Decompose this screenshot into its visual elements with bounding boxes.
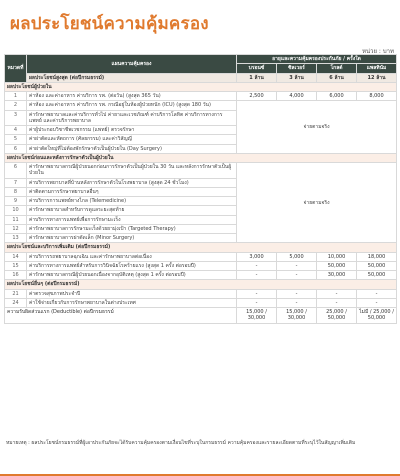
row-value: 30,000 bbox=[317, 271, 357, 280]
deductible-label: ความรับผิดส่วนแรก (Deductible) ต่อปีกรมธรรม์ bbox=[5, 308, 237, 324]
deductible-value: 25,000 / 50,000 bbox=[317, 308, 357, 324]
row-number: 1 bbox=[5, 92, 27, 101]
row-value: - bbox=[317, 298, 357, 307]
row-description: ค่าใช้จ่ายเกี่ยวกับการรักษาพยาบาลในต่างประเทศ bbox=[27, 298, 237, 307]
row-value: 6,000 bbox=[317, 92, 357, 101]
row-number: 5 bbox=[5, 135, 27, 144]
row-number: 10 bbox=[5, 206, 27, 215]
row-description: ค่าติดตามการรักษาพยาบาลอื่นๆ bbox=[27, 187, 237, 196]
row-value: - bbox=[237, 271, 277, 280]
row-number: 4 bbox=[5, 126, 27, 135]
sum-label: ผลประโยชน์สูงสุด (ต่อปีกรมธรรม์) bbox=[27, 73, 237, 82]
plan-bronze: บรอนซ์ bbox=[237, 64, 277, 73]
row-number: 16 bbox=[5, 271, 27, 280]
plan-gold: โกลด์ bbox=[317, 64, 357, 73]
row-value: - bbox=[317, 289, 357, 298]
sum-gold: 6 ล้าน bbox=[317, 73, 357, 82]
merged-value: จ่ายตามจริง bbox=[237, 163, 397, 243]
sum-bronze: 1 ล้าน bbox=[237, 73, 277, 82]
row-value: 50,000 bbox=[317, 261, 357, 270]
table-row bbox=[5, 101, 397, 110]
deductible-value: ไม่มี / 25,000 / 50,000 bbox=[357, 308, 397, 324]
row-value: 4,000 bbox=[277, 92, 317, 101]
row-value: 10,000 bbox=[317, 252, 357, 261]
section-title: ผลประโยชน์และบริการเพิ่มเติม (ต่อปีกรมธรรม์) bbox=[5, 243, 397, 252]
row-description: ค่ารักษาพยาบาลและค่าบริการทั่วไป ค่ายาและเวชภัณฑ์ ค่าบริการโลหิต ค่าบริการทางการแพทย์ และค่าบริการพยาบาล bbox=[27, 110, 237, 126]
row-number: 14 bbox=[5, 252, 27, 261]
table-row bbox=[5, 252, 397, 261]
col-benefit-header: แผนความคุ้มครอง bbox=[27, 55, 237, 74]
col-no-header: หมวดที่ bbox=[5, 55, 27, 83]
row-description: ค่าผ่าตัดใหญ่ที่ไม่ต้องพักรักษาตัวเป็นผู้ป่วยใน (Day Surgery) bbox=[27, 144, 237, 153]
row-description: ค่าบริการพยาบาลที่บ้านหลังการรักษาตัวในโรงพยาบาล (สูงสุด 24 ชั่วโมง) bbox=[27, 178, 237, 187]
plan-platinum: แพลทินัม bbox=[357, 64, 397, 73]
row-number: 6 bbox=[5, 163, 27, 179]
deductible-row bbox=[5, 308, 397, 324]
row-number: 13 bbox=[5, 234, 27, 243]
row-value: 8,000 bbox=[357, 92, 397, 101]
row-value: - bbox=[277, 261, 317, 270]
row-number: 7 bbox=[5, 178, 27, 187]
table-row bbox=[5, 163, 397, 179]
row-description: ค่าบริการการแพทย์ทางไกล (Telemedicine) bbox=[27, 197, 237, 206]
row-description: ค่ารักษาพยาบาลสำหรับการดูแลระยะสุดท้าย bbox=[27, 206, 237, 215]
row-value: - bbox=[277, 271, 317, 280]
deductible-value: 15,000 / 30,000 bbox=[237, 308, 277, 324]
row-value: 5,000 bbox=[277, 252, 317, 261]
row-number: 9 bbox=[5, 197, 27, 206]
row-value: 3,000 bbox=[237, 252, 277, 261]
row-number: 24 bbox=[5, 298, 27, 307]
row-description: ค่าห้อง และค่าอาหาร ค่าบริการ รพ. (ต่อวัน) (สูงสุด 365 วัน) bbox=[27, 92, 237, 101]
row-value: - bbox=[277, 289, 317, 298]
deductible-value: 15,000 / 30,000 bbox=[277, 308, 317, 324]
row-number: 2 bbox=[5, 101, 27, 110]
table-row bbox=[5, 271, 397, 280]
row-description: ค่ารักษาพยาบาลกรณีผู้ป่วยนอกก่อนการรักษาตัวเป็นผู้ป่วยใน 30 วัน และหลังการรักษาตัวเป็นผู้ป่วยใน bbox=[27, 163, 237, 179]
row-number: 11 bbox=[5, 215, 27, 224]
row-number: 21 bbox=[5, 289, 27, 298]
row-description: ค่าบริการทางการแพทย์เพื่อการรักษามะเร็ง bbox=[27, 215, 237, 224]
row-value: - bbox=[237, 289, 277, 298]
row-number: 15 bbox=[5, 261, 27, 270]
row-description: ค่าผู้ประกอบวิชาชีพเวชกรรม (แพทย์) ตรวจรักษา bbox=[27, 126, 237, 135]
row-description: ค่าตรวจสุขภาพประจำปี bbox=[27, 289, 237, 298]
section-title: ผลประโยชน์ผู้ป่วยใน bbox=[5, 82, 397, 91]
row-number: 6 bbox=[5, 144, 27, 153]
benefit-table bbox=[4, 54, 397, 324]
row-value: - bbox=[237, 298, 277, 307]
row-value: 18,000 bbox=[357, 252, 397, 261]
row-description: ค่ารักษาพยาบาลการรักษามะเร็งด้วยยามุ่งเป้า (Targeted Therapy) bbox=[27, 224, 237, 233]
row-description: ค่าผ่าตัดและหัตถการ (ศัลยกรรม) และค่าวิสัญญี bbox=[27, 135, 237, 144]
table-row bbox=[5, 289, 397, 298]
row-number: 8 bbox=[5, 187, 27, 196]
table-row bbox=[5, 261, 397, 270]
footer-note: หมายเหตุ : ผลประโยชน์กรมธรรม์ที่ผู้เอาประกันภัยจะได้รับความคุ้มครองตามเงื่อนไขที่ระบุในกรมธรรม์ ความคุ้มครองและรายละเอียดตามที่ระบุไว้ในสัญญาเพิ่มเติม bbox=[6, 440, 356, 446]
row-description: ค่ารักษาพยาบาลการผ่าตัดเล็ก (Minor Surgery) bbox=[27, 234, 237, 243]
plan-silver: ซิลเวอร์ bbox=[277, 64, 317, 73]
row-description: ค่าห้อง และค่าอาหาร ค่าบริการ รพ. กรณีอยู่ในห้องผู้ป่วยหนัก (ICU) (สูงสุด 180 วัน) bbox=[27, 101, 237, 110]
sum-platinum: 12 ล้าน bbox=[357, 73, 397, 82]
table-row bbox=[5, 298, 397, 307]
section-title: ผลประโยชน์อื่นๆ (ต่อปีกรมธรรม์) bbox=[5, 280, 397, 289]
merged-value: จ่ายตามจริง bbox=[237, 101, 397, 154]
row-value: - bbox=[357, 298, 397, 307]
row-description: ค่าบริการรถพยาบาลฉุกเฉิน และค่ารักษาพยาบาลต่อเนื่อง bbox=[27, 252, 237, 261]
row-number: 12 bbox=[5, 224, 27, 233]
section-title: ผลประโยชน์ก่อนและหลังการรักษาตัวเป็นผู้ป่วยใน bbox=[5, 153, 397, 162]
row-value: - bbox=[237, 261, 277, 270]
unit-label: หน่วย : บาท bbox=[362, 48, 394, 55]
row-value: - bbox=[277, 298, 317, 307]
row-description: ค่าบริการทางการแพทย์สำหรับการวินิจฉัยโรคร้ายแรง (สูงสุด 1 ครั้ง ต่อรอบปี) bbox=[27, 261, 237, 270]
sum-silver: 3 ล้าน bbox=[277, 73, 317, 82]
row-value: 50,000 bbox=[357, 271, 397, 280]
row-value: - bbox=[357, 289, 397, 298]
page-title: ผลประโยชน์ความคุ้มครอง bbox=[10, 14, 209, 34]
row-description: ค่ารักษาพยาบาลกรณีผู้ป่วยนอกเนื่องจากอุบัติเหตุ (สูงสุด 1 ครั้ง ต่อรอบปี) bbox=[27, 271, 237, 280]
row-number: 3 bbox=[5, 110, 27, 126]
table-row bbox=[5, 92, 397, 101]
row-value: 2,500 bbox=[237, 92, 277, 101]
plan-group-header: อายุและความคุ้มครองประกันภัย / ครั้งใด bbox=[237, 55, 397, 64]
row-value: 50,000 bbox=[357, 261, 397, 270]
